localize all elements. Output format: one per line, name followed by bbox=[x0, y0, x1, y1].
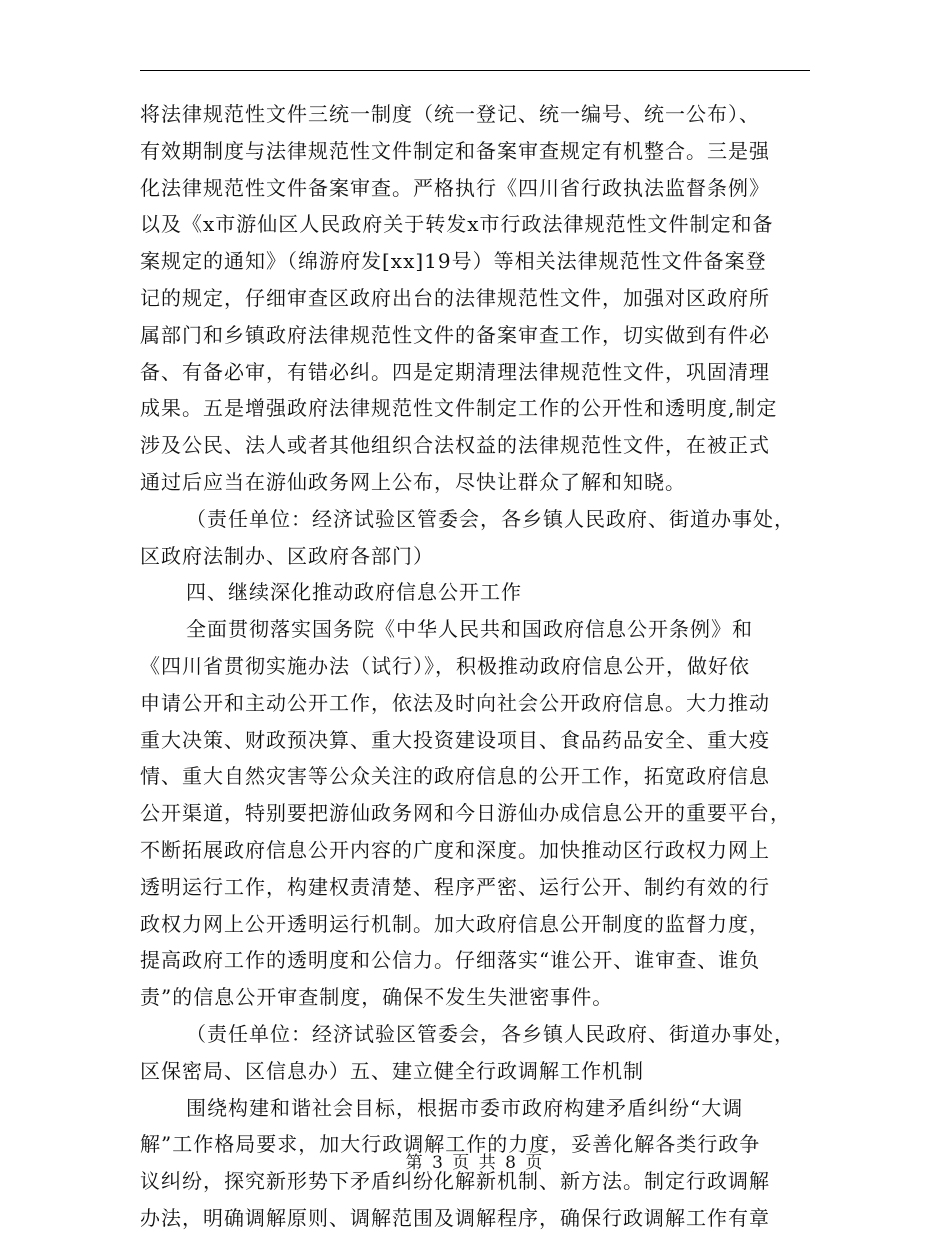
text-line: 透明运行工作，构建权责清楚、程序严密、运行公开、制约有效的行 bbox=[140, 874, 770, 899]
text-line: 情、重大自然灾害等公众关注的政府信息的公开工作，拓宽政府信息 bbox=[140, 764, 770, 789]
responsibility-note: （责任单位：经济试验区管委会，各乡镇人民政府、街道办事处， bbox=[186, 1021, 795, 1046]
text-line: 提高政府工作的透明度和公信力。仔细落实“谁公开、谁审查、谁负 bbox=[140, 948, 761, 973]
section-heading: 四、继续深化推动政府信息公开工作 bbox=[186, 580, 522, 605]
text-line: 区保密局、区信息办）五、建立健全行政调解工作机制 bbox=[140, 1058, 644, 1083]
text-line: 公开渠道，特别要把游仙政务网和今日游仙办成信息公开的重要平台， bbox=[140, 801, 791, 826]
text-line: 以及《x市游仙区人民政府关于转发x市行政法律规范性文件制定和备 bbox=[140, 212, 774, 237]
text-line: 涉及公民、法人或者其他组织合法权益的法律规范性文件，在被正式 bbox=[140, 433, 770, 458]
text-line: 政权力网上公开透明运行机制。加大政府信息公开制度的监督力度， bbox=[140, 911, 770, 936]
text-line: 成果。五是增强政府法律规范性文件制定工作的公开性和透明度,制定 bbox=[140, 396, 778, 421]
text-line: 案规定的通知》（绵游府发[xx]19号）等相关法律规范性文件备案登 bbox=[140, 249, 767, 274]
text-line: 记的规定，仔细审查区政府出台的法律规范性文件，加强对区政府所 bbox=[140, 285, 770, 310]
page-number: 第 3 页 共 8 页 bbox=[405, 1153, 545, 1173]
text-line: 责”的信息公开审查制度，确保不发生失泄密事件。 bbox=[140, 985, 614, 1010]
text-line: 申请公开和主动公开工作，依法及时向社会公开政府信息。大力推动 bbox=[140, 690, 770, 715]
text-line: 化法律规范性文件备案审查。严格执行《四川省行政执法监督条例》 bbox=[140, 175, 770, 200]
text-line: 通过后应当在游仙政务网上公布，尽快让群众了解和知晓。 bbox=[140, 469, 686, 494]
text-line: 有效期制度与法律规范性文件制定和备案审查规定有机整合。三是强 bbox=[140, 138, 770, 163]
responsibility-note: （责任单位：经济试验区管委会，各乡镇人民政府、街道办事处， bbox=[186, 506, 795, 531]
text-line: 属部门和乡镇政府法律规范性文件的备案审查工作，切实做到有件必 bbox=[140, 322, 770, 347]
text-line: 重大决策、财政预决算、重大投资建设项目、食品药品安全、重大疫 bbox=[140, 727, 770, 752]
document-body bbox=[140, 96, 820, 1237]
text-line: 不断拓展政府信息公开内容的广度和深度。加快推动区行政权力网上 bbox=[140, 837, 770, 862]
header-rule bbox=[140, 70, 810, 71]
text-line: 议纠纷，探究新形势下矛盾纠纷化解新机制、新方法。制定行政调解 bbox=[140, 1169, 770, 1194]
text-line: 《四川省贯彻实施办法（试行）》，积极推动政府信息公开，做好依 bbox=[140, 653, 750, 678]
text-line: 区政府法制办、区政府各部门） bbox=[140, 543, 434, 568]
paragraph-start: 全面贯彻落实国务院《中华人民共和国政府信息公开条例》和 bbox=[186, 617, 753, 642]
text-line: 解”工作格局要求，加大行政调解工作的力度，妥善化解各类行政争 bbox=[140, 1132, 761, 1157]
paragraph-start: 围绕构建和谐社会目标，根据市委市政府构建矛盾纠纷“大调 bbox=[186, 1095, 744, 1120]
text-line: 将法律规范性文件三统一制度（统一登记、统一编号、统一公布）、 bbox=[140, 102, 760, 126]
text-line: 办法，明确调解原则、调解范围及调解程序，确保行政调解工作有章 bbox=[140, 1205, 770, 1230]
text-line: 备、有备必审，有错必纠。四是定期清理法律规范性文件，巩固清理 bbox=[140, 359, 770, 384]
